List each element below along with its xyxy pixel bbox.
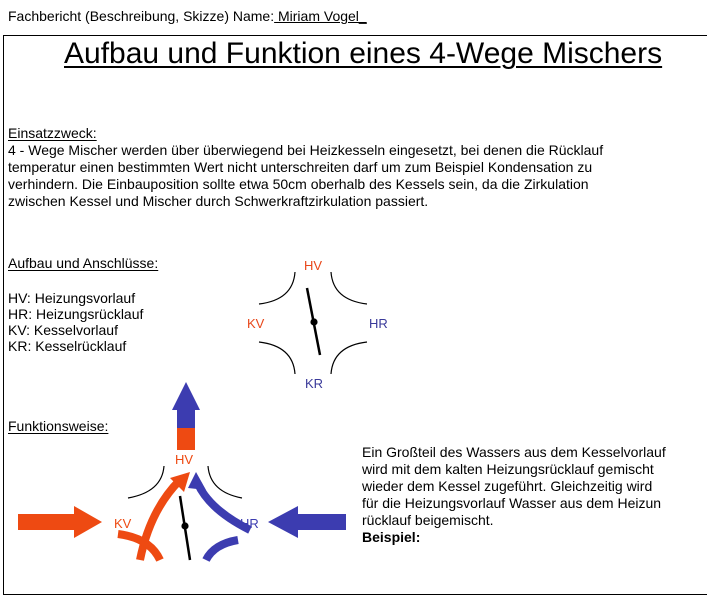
einsatz-line: zwischen Kessel und Mischer durch Schwerkraftzirkulation passiert.: [8, 193, 429, 209]
label-kr: KR: [305, 376, 324, 391]
flow-arc-top-right: [208, 466, 242, 498]
flow-mixer-pivot: [181, 522, 188, 529]
flow-label-hr: HR: [240, 516, 259, 531]
kv-inflow-shaft: [18, 514, 76, 530]
report-header: [8, 8, 367, 24]
connection-definitions: [8, 290, 143, 354]
definition-kv: KV: Kesselvorlauf: [8, 322, 118, 338]
mixer-arc-bottom-right: [331, 342, 367, 374]
mixer-pivot: [310, 318, 317, 325]
definition-hr: HR: Heizungsrücklauf: [8, 306, 144, 322]
cold-flow-lower: [206, 540, 238, 560]
hv-up-arrowhead: [172, 382, 200, 410]
funktion-line: rücklauf beigemischt.: [362, 512, 494, 528]
label-kv: KV: [247, 316, 265, 331]
funktion-line: Beispiel:: [362, 529, 421, 545]
kv-inflow-arrowhead: [74, 506, 102, 538]
funktion-heading: Funktionsweise:: [8, 418, 109, 434]
hv-outlet-red: [177, 428, 195, 450]
definition-kr: KR: Kesselrücklauf: [8, 338, 127, 354]
hr-inflow-arrowhead: [268, 506, 298, 538]
flow-label-hv: HV: [175, 452, 194, 467]
einsatz-line: temperatur einen bestimmten Wert nicht unterschreiten darf um zum Beispiel Kondensation zu: [8, 159, 593, 175]
header-prefix: Fachbericht (Beschreibung, Skizze) Name:: [8, 8, 275, 24]
author-name: Miriam Vogel_: [274, 8, 367, 24]
funktion-paragraph: [362, 444, 666, 546]
mixer-arc-top-right: [331, 272, 367, 304]
flow-label-kv: KV: [114, 516, 132, 531]
einsatz-heading: Einsatzzweck:: [8, 125, 97, 141]
hv-outlet-blue: [177, 408, 195, 428]
funktion-line: für die Heizungsvorlauf Wasser aus dem Heizun: [362, 495, 662, 511]
mixer-arc-bottom-left: [259, 342, 295, 374]
label-hr: HR: [369, 316, 388, 331]
einsatz-line: verhindern. Die Einbauposition sollte etwa 50cm oberhalb des Kessels sein, da die Zirkulation: [8, 176, 589, 192]
flow-arc-top-left: [128, 466, 164, 498]
funktion-line: Ein Großteil des Wassers aus dem Kesselvorlauf: [362, 444, 666, 460]
aufbau-heading: Aufbau und Anschlüsse:: [8, 255, 159, 271]
flow-diagram: [0, 380, 360, 560]
page-title: Aufbau und Funktion eines 4-Wege Mischers: [64, 37, 663, 70]
einsatz-line: 4 - Wege Mischer werden über überwiegend bei Heizkesseln eingesetzt, bei denen die Rücklauf: [8, 142, 604, 158]
label-hv: HV: [304, 258, 323, 273]
mixer-arc-top-left: [259, 272, 295, 304]
funktion-line: wird mit dem kalten Heizungsrücklauf gemischt: [362, 461, 654, 477]
definition-hv: HV: Heizungsvorlauf: [8, 290, 136, 306]
hr-inflow-shaft: [296, 514, 346, 530]
mixer-diagram: [235, 250, 388, 400]
einsatz-paragraph: [8, 142, 603, 210]
funktion-line: wieder dem Kessel zugeführt. Gleichzeitig wird: [362, 478, 653, 494]
cold-flow-arrowhead: [188, 472, 206, 490]
